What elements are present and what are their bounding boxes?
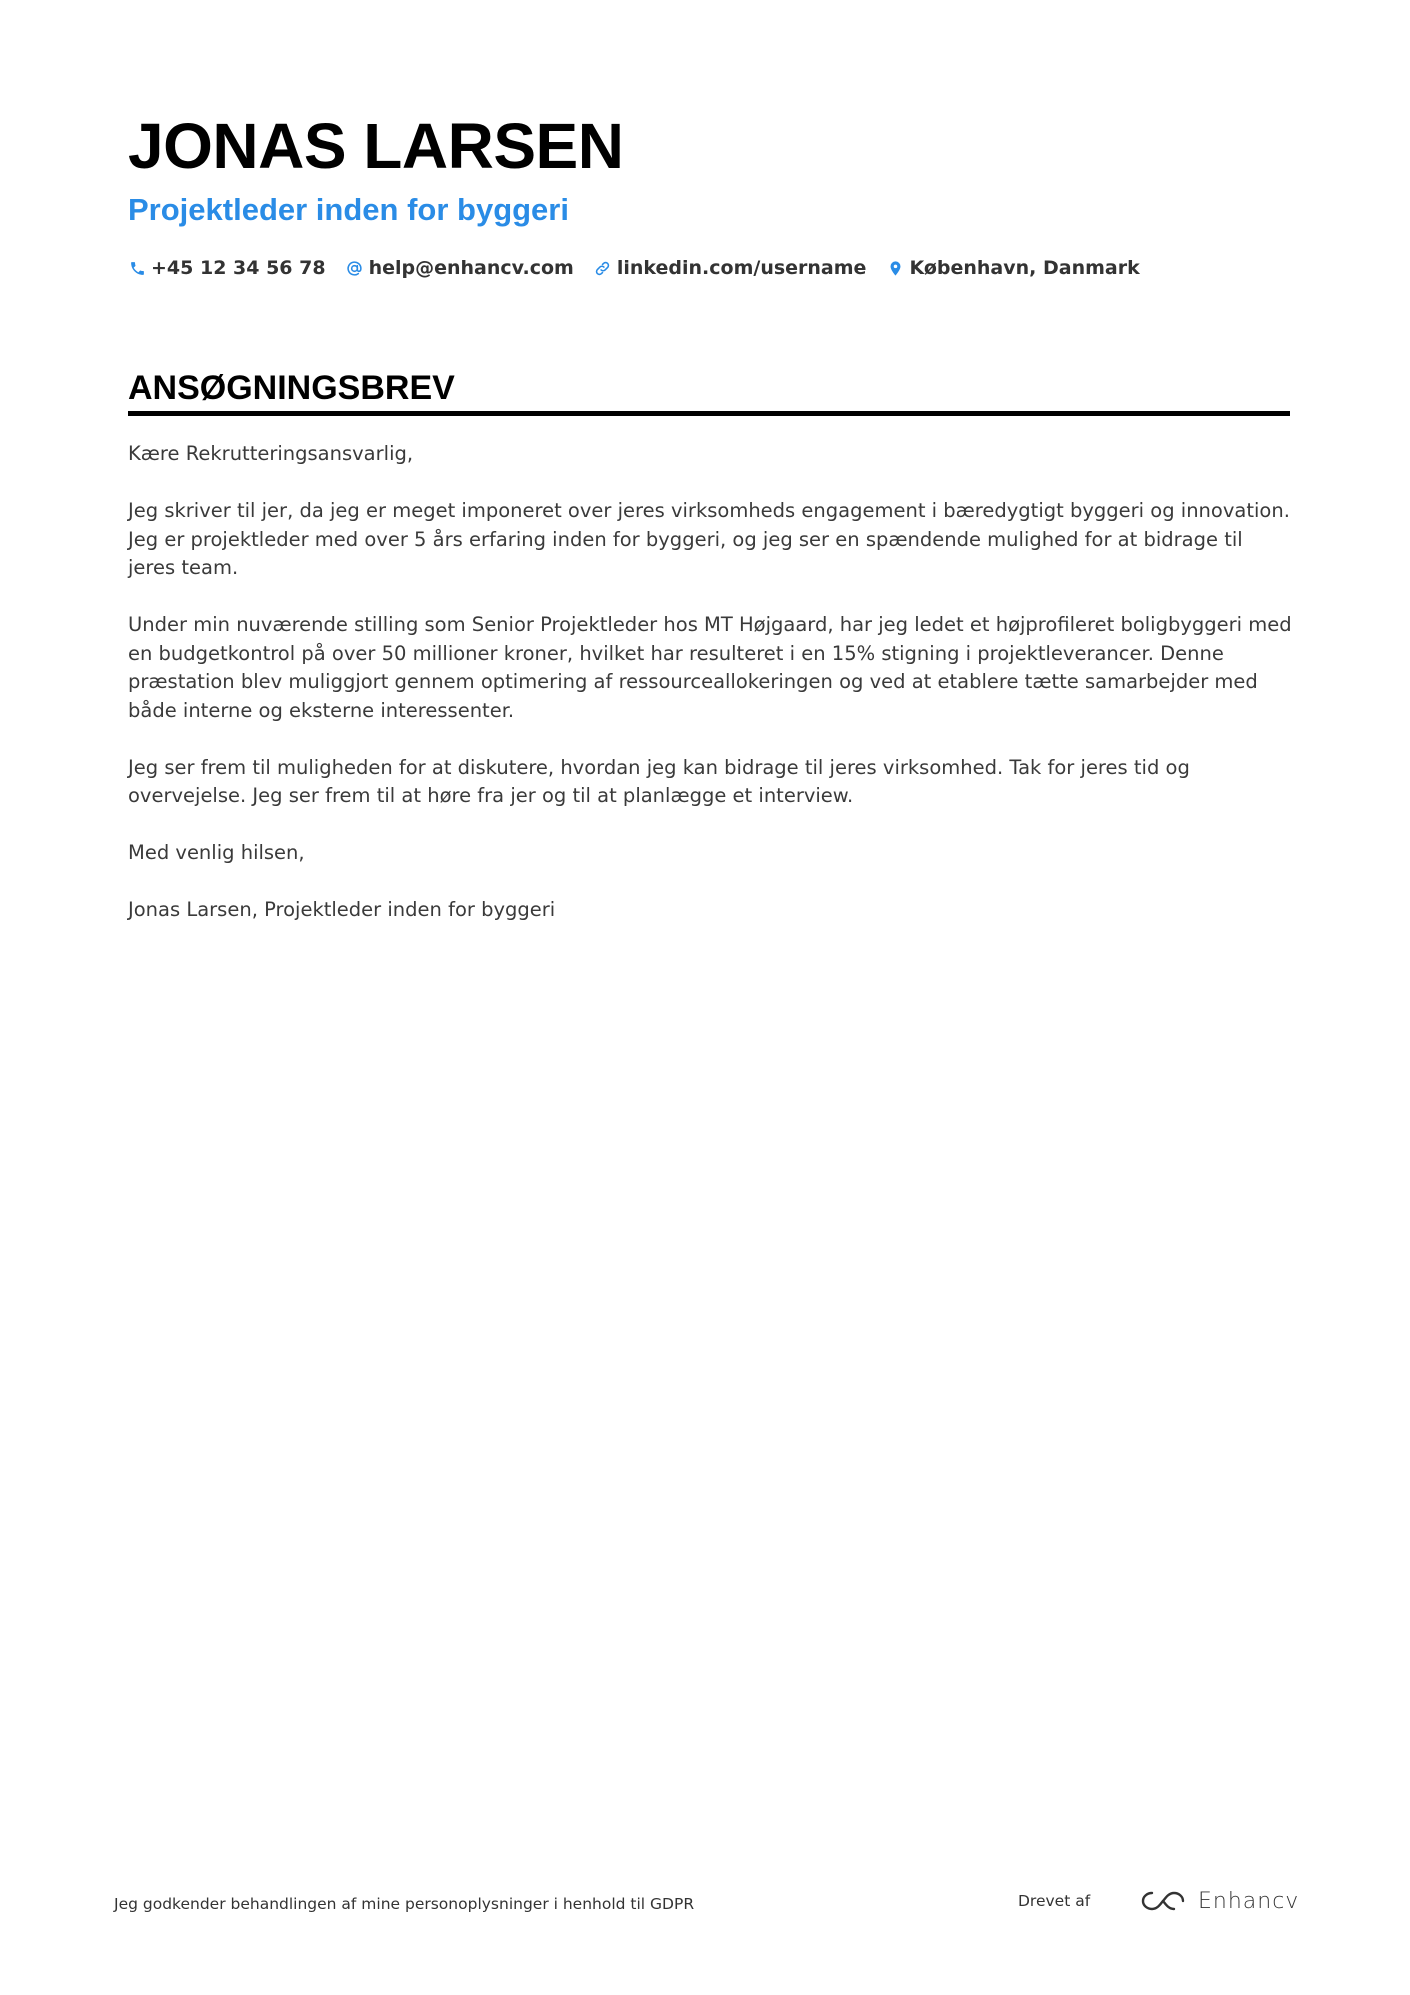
at-icon xyxy=(346,259,364,277)
enhancv-logo[interactable] xyxy=(1138,1886,1299,1916)
letter-closing: Med venlig hilsen, xyxy=(128,841,305,864)
powered-by-label: Drevet af xyxy=(1018,1892,1091,1910)
phone-number: +45 12 34 56 78 xyxy=(151,257,326,279)
linkedin-url: linkedin.com/username xyxy=(616,257,867,279)
link-icon xyxy=(594,259,612,277)
phone-icon xyxy=(128,259,146,277)
letter-body xyxy=(128,440,1292,953)
letter-paragraph: Jeg ser frem til muligheden for at diskutere, hvordan jeg kan bidrage til jeres virksomhed. Tak for jeres tid og overvejelse. Jeg ser frem til at høre fra jer og til at planlægge et interview. xyxy=(128,755,1190,807)
letter-paragraph: Jeg skriver til jer, da jeg er meget imponeret over jeres virksomheds engagement i bæredygtigt byggeri og innovation. Jeg er projektleder med over 5 års erfaring inden for byggeri, og jeg ser en spændende mulighed for at bidrage til jeres team. xyxy=(128,499,1290,579)
location-text: København, Danmark xyxy=(909,257,1140,279)
applicant-title: Projektleder inden for byggeri xyxy=(128,192,569,227)
contact-location xyxy=(886,252,1139,284)
location-pin-icon xyxy=(886,259,904,277)
brand-name: Enhancv xyxy=(1198,1888,1300,1914)
section-heading: ANSØGNINGSBREV xyxy=(128,369,455,407)
letter-paragraph: Under min nuværende stilling som Senior Projektleder hos MT Højgaard, har jeg ledet et højprofileret boligbyggeri med en budgetkontrol på over 50 millioner kroner, hvilket har resulteret i en 15% stigning i projektleverancer. Denne præstation blev muliggjort gennem optimering af ressourceallokeringen og ved at etablere tætte samarbejder med både interne og eksterne interessenter. xyxy=(128,613,1292,722)
applicant-name: JONAS LARSEN xyxy=(128,110,624,182)
letter-salutation: Kære Rekrutteringsansvarlig, xyxy=(128,442,414,465)
section-divider xyxy=(128,411,1290,416)
contact-linkedin[interactable] xyxy=(594,252,867,284)
contact-phone[interactable] xyxy=(128,252,326,284)
email-address: help@enhancv.com xyxy=(368,257,574,279)
contact-email[interactable] xyxy=(346,252,574,284)
contact-bar xyxy=(128,252,1160,284)
letter-signature: Jonas Larsen, Projektleder inden for byggeri xyxy=(128,898,556,921)
gdpr-consent-text: Jeg godkender behandlingen af mine personoplysninger i henhold til GDPR xyxy=(114,1895,695,1913)
infinity-logo-icon xyxy=(1138,1887,1188,1915)
